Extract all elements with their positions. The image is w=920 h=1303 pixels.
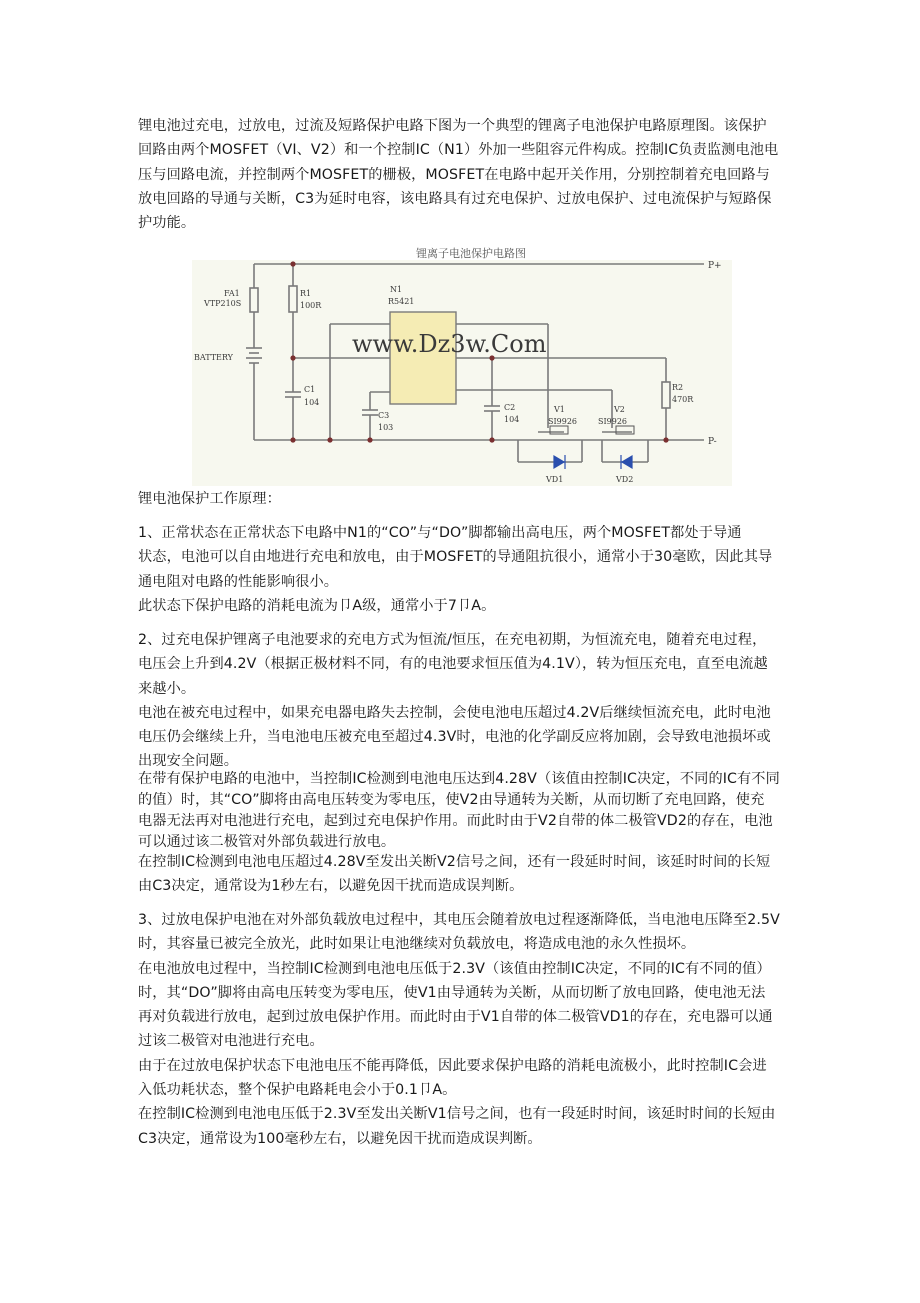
text-line: 压与回路电流，并控制两个MOSFET的栅极，MOSFET在电路中起开关作用，分别控制着充电回路与 bbox=[138, 166, 770, 183]
text-line: 回路由两个MOSFET（VI、V2）和一个控制IC（N1）外加一些阻容元件构成。控制IC负责监测电池电 bbox=[138, 142, 779, 159]
text-line: 放电回路的导通与关断，C3为延时电容，该电路具有过充电保护、过放电保护、过电流保护与短路保 bbox=[138, 190, 772, 207]
v1-label: V1 bbox=[554, 405, 565, 414]
text-line: 再对负载进行放电，起到过放电保护作用。而此时由于V1自带的体二极管VD1的存在，充电器可以通 bbox=[138, 1009, 773, 1026]
text-line: 电压仍会继续上升，当电池电压被充电至超过4.3V时，电池的化学副反应将加剧，会导致电池损坏或 bbox=[138, 729, 771, 746]
vd2-label: VD2 bbox=[616, 475, 634, 484]
battery-label: BATTERY bbox=[194, 353, 233, 362]
section-2-protection bbox=[138, 769, 798, 853]
text-line: 在控制IC检测到电池电压超过4.28V至发出关断V2信号之间，还有一段延时时间，该延时时间的长短 bbox=[138, 854, 771, 870]
text-line: 锂电池过充电，过放电，过流及短路保护电路下图为一个典型的锂离子电池保护电路原理图。该保护 bbox=[138, 118, 767, 134]
text-line: 通电阻对电路的性能影响很小。 bbox=[138, 573, 339, 590]
r2-value: 470R bbox=[672, 395, 694, 404]
r2-label: R2 bbox=[672, 383, 684, 392]
text-line: 在控制IC检测到电池电压低于2.3V至发出关断V1信号之间，也有一段延时时间，该延时时间的长短由 bbox=[138, 1106, 776, 1123]
section-2-delay bbox=[138, 850, 798, 899]
r1-label: R1 bbox=[300, 289, 312, 298]
section-3 bbox=[138, 908, 798, 1151]
text-line: 3、过放电保护电池在对外部负载放电过程中，其电压会随着放电过程逐渐降低，当电池电压降至2.5V bbox=[138, 912, 780, 928]
c1-value: 104 bbox=[304, 398, 320, 407]
figure-caption: 锂离子电池保护电路图 bbox=[416, 247, 526, 260]
circuit-diagram bbox=[192, 260, 732, 486]
r1-value: 100R bbox=[300, 301, 322, 310]
text-line: 此状态下保护电路的消耗电流为卩A级，通常小于7卩A。 bbox=[138, 597, 496, 614]
intro-paragraph bbox=[138, 114, 798, 235]
text-line: 入低功耗状态，整个保护电路耗电会小于0.1卩A。 bbox=[138, 1082, 457, 1099]
section-2 bbox=[138, 628, 798, 774]
text-line: 2、过充电保护锂离子电池要求的充电方式为恒流/恒压，在充电初期，为恒流充电，随着充电过程， bbox=[138, 632, 767, 648]
text-line: 出现安全问题。 bbox=[138, 753, 239, 770]
v1-part: SI9926 bbox=[548, 417, 577, 426]
v2-label: V2 bbox=[614, 405, 625, 414]
c3-value: 103 bbox=[378, 423, 394, 432]
c2-value: 104 bbox=[504, 415, 520, 424]
c1-label: C1 bbox=[304, 385, 316, 394]
text-line: 电池在被充电过程中，如果充电器电路失去控制，会使电池电压超过4.2V后继续恒流充电，此时电池 bbox=[138, 704, 771, 721]
text-line: 的值）时，其“CO”脚将由高电压转变为零电压，使V2由导通转为关断，从而切断了充电回路，使充 bbox=[138, 792, 765, 808]
p-plus-label: P+ bbox=[708, 261, 722, 271]
text-line: 过该二极管对电池进行充电。 bbox=[138, 1033, 324, 1050]
text-line: 护功能。 bbox=[138, 215, 196, 232]
text-line: 可以通过该二极管对外部负载进行放电。 bbox=[138, 834, 396, 850]
text-line: 来越小。 bbox=[138, 680, 196, 697]
section-title: 锂电池保护工作原理： bbox=[138, 491, 281, 507]
c3-label: C3 bbox=[378, 411, 390, 420]
section-1 bbox=[138, 521, 798, 618]
text-line: 时，其“DO”脚将由高电压转变为零电压，使V1由导通转为关断，从而切断了放电回路，使电池无法 bbox=[138, 984, 766, 1001]
text-line: 由C3决定，通常设为1秒左右，以避免因干扰而造成误判断。 bbox=[138, 878, 524, 895]
c2-label: C2 bbox=[504, 403, 516, 412]
text-line: 1、正常状态在正常状态下电路中N1的“CO”与“DO”脚都输出高电压，两个MOSFET都处于导通 bbox=[138, 525, 742, 541]
text-line: 在带有保护电路的电池中，当控制IC检测到电池电压达到4.28V（该值由控制IC决定，不同的IC有不同 bbox=[138, 771, 780, 787]
text-line: 在电池放电过程中，当控制IC检测到电池电压低于2.3V（该值由控制IC决定，不同的IC有不同的值） bbox=[138, 960, 771, 977]
text-line: 状态，电池可以自由地进行充电和放电，由于MOSFET的导通阻抗很小，通常小于30毫欧，因此其导 bbox=[138, 549, 773, 566]
text-line: 由于在过放电保护状态下电池电压不能再降低，因此要求保护电路的消耗电流极小，此时控制IC会进 bbox=[138, 1057, 767, 1074]
v2-part: SI9926 bbox=[598, 417, 627, 426]
n1-part: R5421 bbox=[388, 297, 415, 306]
watermark: www.Dz3w.Com bbox=[352, 330, 547, 358]
text-line: 电压会上升到4.2V（根据正极材料不同，有的电池要求恒压值为4.1V），转为恒压充电，直至电流越 bbox=[138, 656, 768, 673]
section-title-block bbox=[138, 487, 798, 511]
vd1-label: VD1 bbox=[546, 475, 564, 484]
text-line: 时，其容量已被完全放光，此时如果让电池继续对负载放电，将造成电池的永久性损坏。 bbox=[138, 936, 696, 953]
n1-label: N1 bbox=[390, 285, 403, 294]
text-line: 电器无法再对电池进行充电，起到过充电保护作用。而此时由于V2自带的体二极管VD2的存在，电池 bbox=[138, 813, 773, 829]
text-line: C3决定，通常设为100毫秒左右，以避免因干扰而造成误判断。 bbox=[138, 1130, 542, 1147]
fa1-label: FA1 bbox=[224, 289, 240, 298]
vtp-label: VTP210S bbox=[204, 299, 242, 308]
p-minus-label: P- bbox=[708, 437, 717, 447]
